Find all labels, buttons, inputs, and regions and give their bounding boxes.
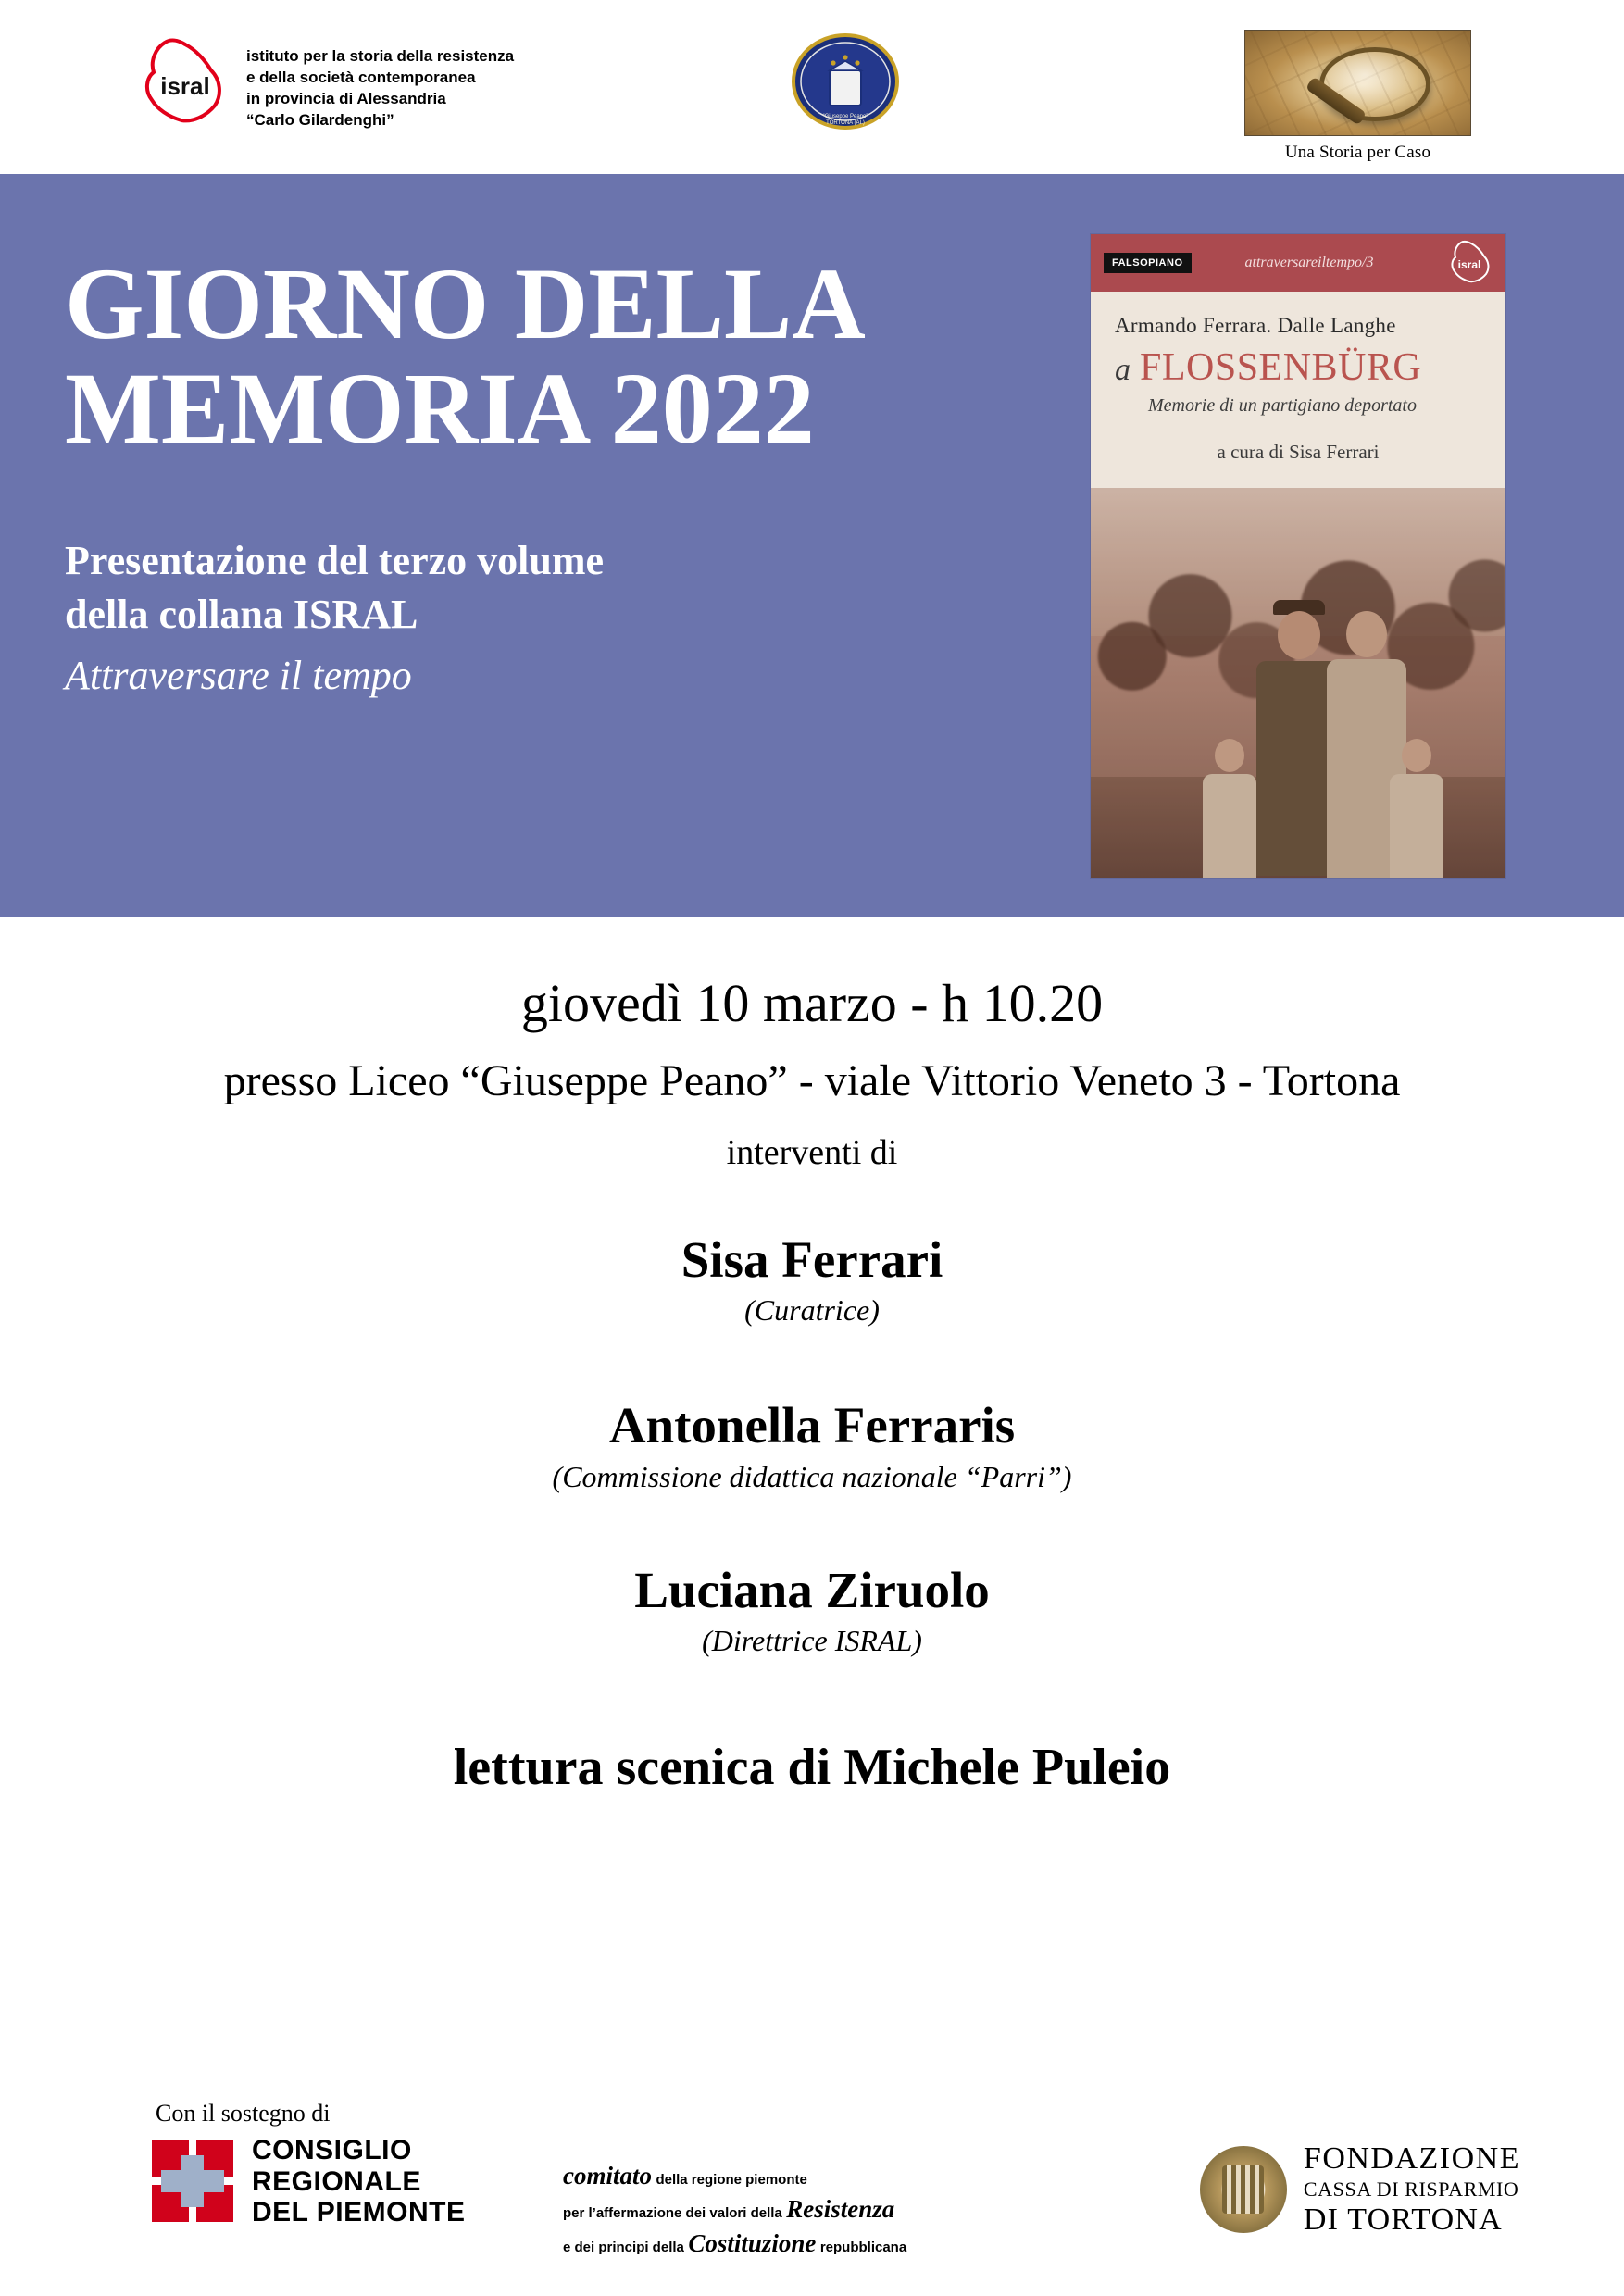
fondazione-crt-logo: [1200, 2140, 1520, 2239]
speaker-name: Luciana Ziruolo: [634, 1561, 990, 1618]
isral-line-3: in provincia di Alessandria: [246, 89, 446, 107]
book-title: [1115, 345, 1481, 390]
consiglio-line-3: DEL PIEMONTE: [252, 2197, 466, 2228]
poster-title-line-1: GIORNO DELLA: [65, 247, 866, 360]
banner-text-block: [65, 247, 1046, 699]
isral-small-icon: [1448, 240, 1491, 284]
isral-logo: [137, 37, 514, 131]
magnifier-map-image: [1244, 30, 1471, 136]
speaker-item: [56, 1398, 1568, 1494]
header-logo-bar: [0, 0, 1624, 174]
isral-line-2: e della società contemporanea: [246, 68, 476, 86]
consiglio-line-1: CONSIGLIO: [252, 2135, 412, 2165]
interventions-label: interventi di: [726, 1132, 898, 1172]
consiglio-regionale-text: [252, 2135, 465, 2228]
staged-reading: lettura scenica di Michele Puleio: [453, 1739, 1171, 1797]
svg-text:isral: isral: [160, 72, 210, 100]
comitato-word-comitato: comitato: [563, 2162, 652, 2190]
comitato-row-2: [563, 2192, 998, 2226]
book-title-preposition: a: [1115, 353, 1131, 387]
fondazione-line-1: FONDAZIONE: [1303, 2141, 1520, 2176]
speaker-name: Antonella Ferraris: [608, 1397, 1016, 1454]
speaker-role: (Curatrice): [744, 1293, 880, 1328]
isral-map-icon: [137, 37, 233, 126]
poster-subtitle-line-2: della collana ISRAL: [65, 592, 418, 638]
comitato-word-resistenza: Resistenza: [786, 2195, 895, 2224]
svg-text:“Giuseppe Peano”: “Giuseppe Peano”: [822, 114, 868, 119]
comitato-line-4: repubblicana: [819, 2239, 907, 2255]
book-author: Armando Ferrara. Dalle Langhe: [1115, 314, 1396, 337]
piemonte-cross-icon: [148, 2137, 237, 2226]
sponsor-footer: [0, 2083, 1624, 2296]
photo-sepia-overlay: [1091, 488, 1505, 878]
speaker-item: [56, 1563, 1568, 1659]
isral-line-4: “Carlo Gilardenghi”: [246, 110, 394, 129]
comitato-row-1: [563, 2159, 998, 2192]
poster-subtitle-line-1: Presentazione del terzo volume: [65, 537, 605, 583]
svg-text:TORTONA (AL): TORTONA (AL): [826, 120, 865, 126]
speaker-name: Sisa Ferrari: [681, 1230, 943, 1288]
isral-logo-text: [246, 37, 514, 131]
event-venue: presso Liceo “Giuseppe Peano” - viale Vittorio Veneto 3 - Tortona: [223, 1055, 1401, 1105]
event-details: [0, 974, 1624, 1797]
consiglio-line-2: REGIONALE: [252, 2165, 421, 2197]
fondazione-seal-icon: [1200, 2146, 1287, 2233]
fondazione-line-3: DI TORTONA: [1303, 2202, 1503, 2238]
book-cover-header: [1091, 234, 1505, 292]
fondazione-line-2: CASSA DI RISPARMIO: [1303, 2177, 1519, 2202]
fondazione-seal-bars: [1222, 2165, 1264, 2215]
svg-text:isral: isral: [1457, 258, 1481, 271]
comitato-line-3: e dei principi della: [563, 2239, 684, 2255]
book-editor: a cura di Sisa Ferrari: [1217, 441, 1380, 463]
book-cover-photo: [1091, 488, 1505, 878]
book-title-main: FLOSSENBÜRG: [1140, 346, 1422, 389]
poster-title: [65, 247, 1046, 466]
speaker-role: (Commissione didattica nazionale “Parri”): [552, 1459, 1072, 1493]
comitato-resistenza-logo: [563, 2159, 998, 2260]
poster-title-line-2: MEMORIA 2022: [65, 352, 815, 466]
comitato-word-costituzione: Costituzione: [688, 2228, 817, 2257]
comitato-line-2: per l’affermazione dei valori della: [563, 2205, 782, 2222]
publisher-label: FALSOPIANO: [1104, 253, 1192, 273]
comitato-row-3: [563, 2227, 998, 2260]
comitato-line-1: della regione piemonte: [656, 2172, 807, 2188]
poster-subtitle: [65, 534, 1046, 643]
event-date-time: giovedì 10 marzo - h 10.20: [520, 973, 1104, 1033]
una-storia-per-caso-logo: [1244, 30, 1471, 163]
book-cover-image: [1091, 234, 1505, 878]
support-label: Con il sostegno di: [156, 2100, 331, 2127]
title-banner: [0, 174, 1624, 917]
consiglio-regionale-logo: [148, 2135, 465, 2228]
speaker-role: (Direttrice ISRAL): [702, 1624, 922, 1658]
fondazione-text: [1304, 2140, 1520, 2239]
book-series-label: attraversareiltempo/3: [1244, 255, 1374, 270]
book-cover-body: [1091, 292, 1505, 488]
speaker-item: [56, 1232, 1568, 1329]
isral-line-1: istituto per la storia della resistenza: [246, 47, 515, 65]
book-subtitle: Memorie di un partigiano deportato: [1148, 395, 1417, 416]
storia-caption: Una Storia per Caso: [1284, 143, 1431, 162]
poster-series-name: Attraversare il tempo: [65, 652, 412, 698]
liceo-peano-crest-icon: [776, 31, 915, 135]
